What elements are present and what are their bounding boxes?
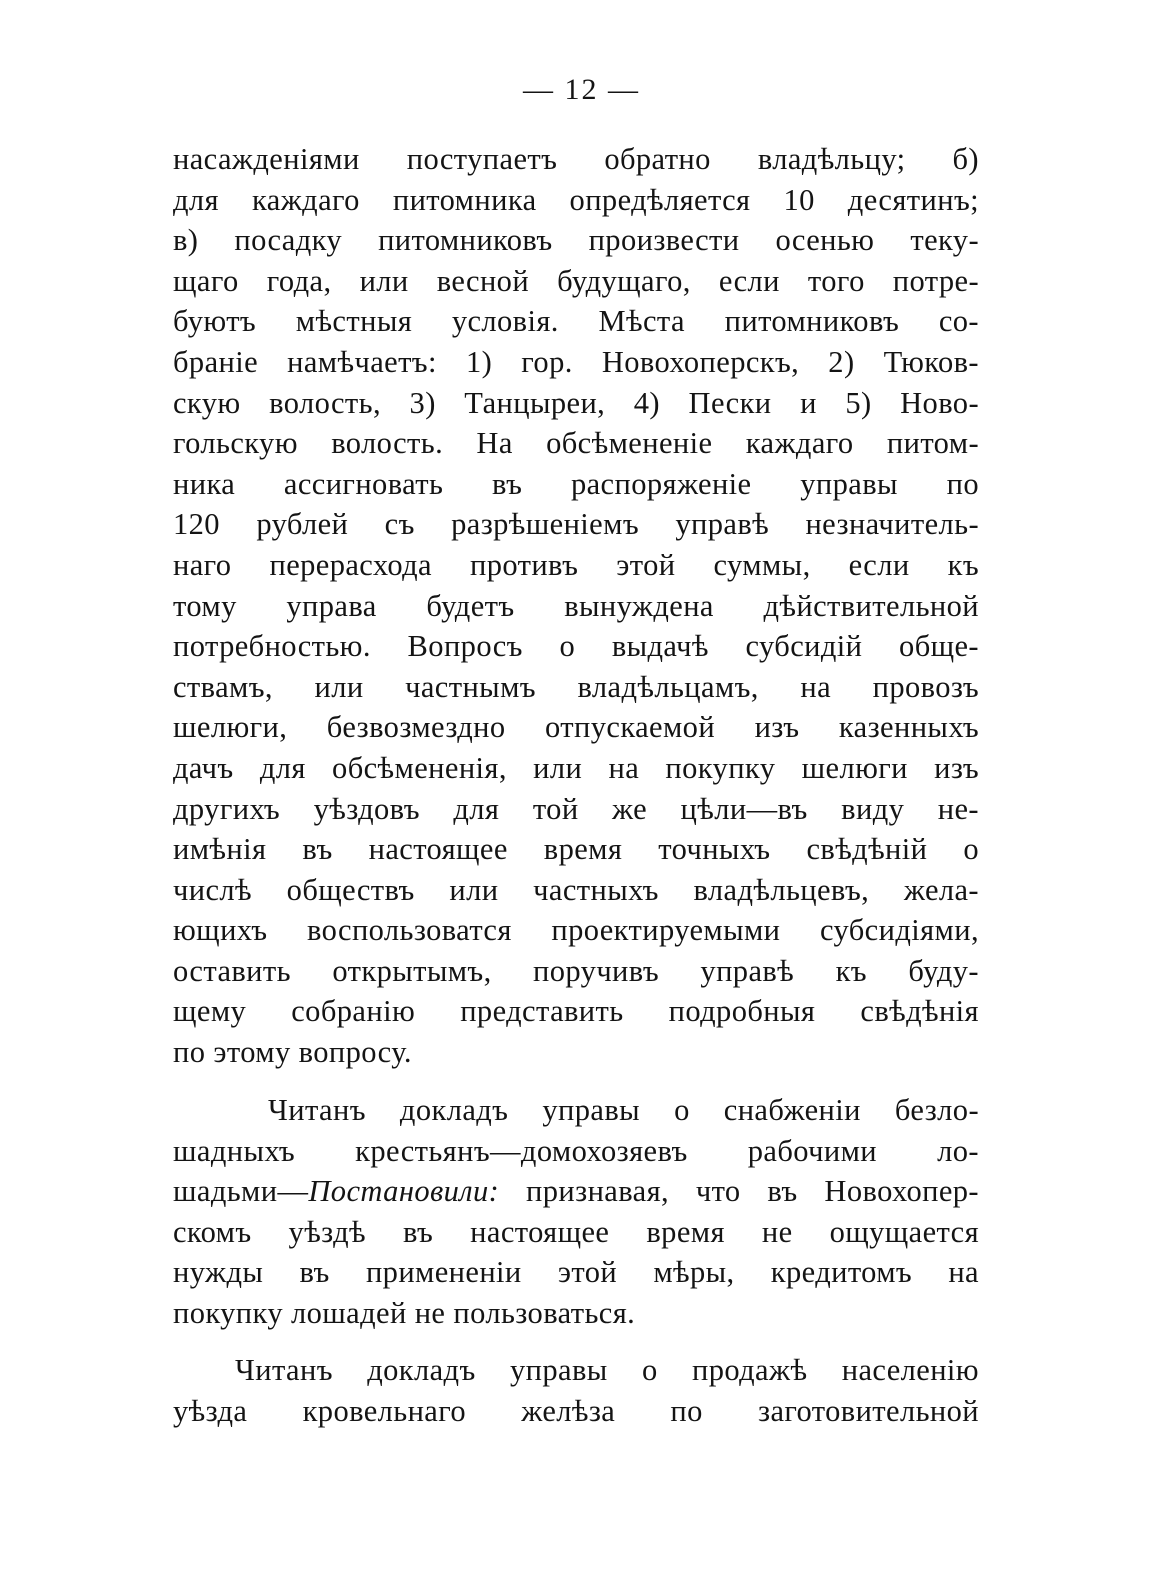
text-line: шелюги, безвозмездно отпускаемой изъ казенныхъ	[173, 710, 979, 745]
text-line: ствамъ, или частнымъ владѣльцамъ, на провозъ	[173, 669, 979, 704]
text-line	[173, 1171, 979, 1212]
text-line: щаго года, или весной будущаго, если того потре-	[173, 263, 979, 298]
paragraph-horses	[173, 1090, 979, 1334]
text-line: тому управа будетъ вынуждена дѣйствительной	[173, 588, 979, 623]
text-line: по этому вопросу.	[173, 1035, 412, 1070]
text-segment: шадьми—	[173, 1174, 309, 1209]
text-line: насажденіями поступаетъ обратно владѣльцу; б)	[173, 142, 979, 176]
text-line: браніе намѣчаетъ: 1) гор. Новохоперскъ, 2) Тюков-	[173, 344, 979, 379]
text-line: щему собранію представить подробныя свѣдѣнія	[173, 994, 979, 1029]
text-line: уѣзда кровельнаго желѣза по заготовительной	[173, 1393, 979, 1428]
text-line: имѣнія въ настоящее время точныхъ свѣдѣній о	[173, 832, 979, 867]
text-line: скомъ уѣздѣ въ настоящее время не ощущается	[173, 1214, 979, 1249]
text-line: 120 рублей съ разрѣшеніемъ управѣ незначитель-	[173, 507, 979, 542]
text-line: гольскую волость. На обсѣмененіе каждаго питом-	[173, 426, 979, 461]
text-line: Читанъ докладъ управы о снабженіи безло-	[268, 1093, 979, 1127]
text-line: оставить открытымъ, поручивъ управѣ къ буду-	[173, 953, 979, 988]
text-line: потребностью. Вопросъ о выдачѣ субсидій обще-	[173, 629, 979, 664]
page-number: — 12 —	[523, 73, 640, 106]
text-line: наго перерасхода противъ этой суммы, если къ	[173, 547, 979, 582]
text-segment: признавая, что въ Новохопер-	[499, 1174, 979, 1209]
text-line: числѣ обществъ или частныхъ владѣльцевъ, жела-	[173, 872, 979, 907]
text-line: шадныхъ крестьянъ—домохозяевъ рабочими ло-	[173, 1133, 979, 1168]
text-line: Читанъ докладъ управы о продажѣ населенію	[235, 1353, 979, 1387]
text-line: для каждаго питомника опредѣляется 10 десятинъ;	[173, 182, 979, 217]
text-line: покупку лошадей не пользоваться.	[173, 1295, 636, 1330]
paragraph-roofing-iron	[173, 1350, 979, 1431]
text-line: другихъ уѣздовъ для той же цѣли—въ виду не-	[173, 791, 979, 826]
text-line: нужды въ примененіи этой мѣры, кредитомъ на	[173, 1255, 979, 1290]
resolution-label: Постановили:	[308, 1174, 500, 1209]
text-line: буютъ мѣстныя условія. Мѣста питомниковъ со-	[173, 304, 979, 339]
paragraph-nurseries	[173, 139, 979, 1073]
text-line: дачъ для обсѣмененія, или на покупку шелюги изъ	[173, 750, 979, 785]
text-line: в) посадку питомниковъ произвести осенью теку-	[173, 223, 979, 258]
text-line: ника ассигновать въ распоряженіе управы по	[173, 466, 979, 501]
text-line: скую волость, 3) Танцыреи, 4) Пески и 5) Ново-	[173, 385, 979, 420]
text-line: ющихъ воспользоватся проектируемыми субсидіями,	[173, 913, 979, 948]
